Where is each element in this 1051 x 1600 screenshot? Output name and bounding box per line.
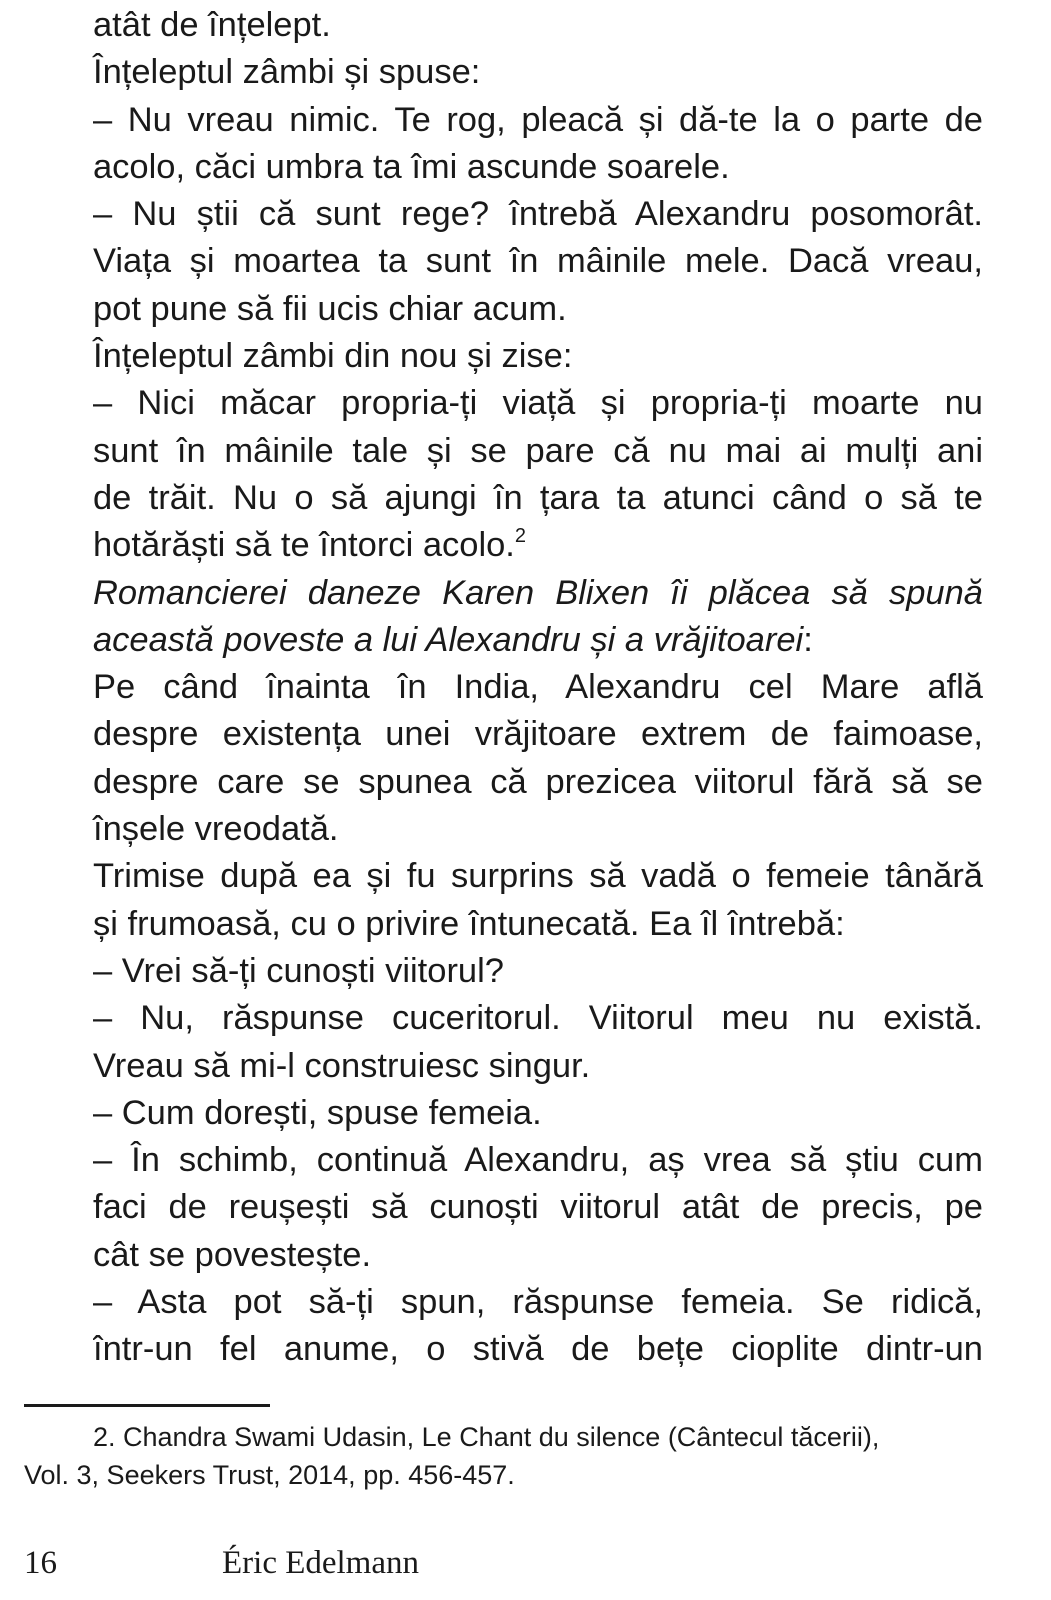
text-line: Înțeleptul zâmbi și spuse:: [93, 53, 481, 92]
footnote-line: 2. Chandra Swami Udasin, Le Chant du silence (Cântecul tăcerii),: [93, 1422, 880, 1452]
text-line: – În schimb, continuă Alexandru, aș vrea să știu cum: [93, 1141, 983, 1180]
footnote-line: Vol. 3, Seekers Trust, 2014, pp. 456-457.: [24, 1460, 515, 1490]
page-number: 16: [24, 1545, 57, 1581]
text-line: înșele vreodată.: [93, 810, 339, 849]
text-line: cât se povestește.: [93, 1235, 372, 1274]
text-line-italic-colon: [93, 617, 983, 664]
running-footer-author: Éric Edelmann: [222, 1545, 420, 1581]
footnote: [24, 1418, 988, 1494]
text-line: – Vrei să-ți cunoști viitorul?: [93, 951, 504, 990]
body-text: [93, 2, 983, 1374]
text-line: și frumoasă, cu o privire întunecată. Ea îl întrebă:: [93, 904, 845, 943]
text-line: Viața și moartea ta sunt în mâinile mele. Dacă vreau,: [93, 242, 983, 281]
text-line: – Nu, răspunse cuceritorul. Viitorul meu nu există.: [93, 999, 983, 1038]
text-line-italic: Romancierei daneze Karen Blixen îi plăcea să spună: [93, 573, 983, 612]
text-line: despre care se spunea că prezicea viitorul fără să se: [93, 762, 983, 801]
footnote-marker: 2: [514, 525, 527, 548]
text-line: Trimise după ea și fu surprins să vadă o femeie tânără: [93, 857, 983, 896]
text-line: Pe când înainta în India, Alexandru cel Mare află: [93, 668, 983, 707]
text-line-with-footnote: [93, 522, 983, 569]
text-line: despre existența unei vrăjitoare extrem de faimoase,: [93, 715, 983, 754]
text-line: de trăit. Nu o să ajungi în țara ta atunci când o să te: [93, 478, 983, 517]
text-line: – Asta pot să-ți spun, răspunse femeia. Se ridică,: [93, 1283, 983, 1322]
text-line: acolo, căci umbra ta îmi ascunde soarele.: [93, 147, 730, 186]
colon: :: [803, 620, 813, 659]
text-line: faci de reușești să cunoști viitorul atât de precis, pe: [93, 1188, 983, 1227]
text-line: – Nici măcar propria-ți viață și propria-ți moarte nu: [93, 384, 983, 423]
text-line-content: hotărăști să te întorci acolo.: [93, 526, 515, 565]
text-line: pot pune să fii ucis chiar acum.: [93, 289, 567, 328]
text-line: Vreau să mi-l construiesc singur.: [93, 1046, 591, 1085]
text-line: sunt în mâinile tale și se pare că nu mai ai mulți ani: [93, 431, 983, 470]
text-line: – Nu vreau nimic. Te rog, pleacă și dă-te la o parte de: [93, 100, 983, 139]
footnote-divider: [24, 1404, 270, 1407]
text-line: Înțeleptul zâmbi din nou și zise:: [93, 337, 573, 376]
text-line: – Cum dorești, spuse femeia.: [93, 1093, 542, 1132]
text-line: – Nu știi că sunt rege? întrebă Alexandru posomorât.: [93, 195, 983, 234]
text-line: într-un fel anume, o stivă de bețe cioplite dintr-un: [93, 1330, 983, 1369]
italic-text: această poveste a lui Alexandru și a vrăjitoarei: [93, 620, 804, 659]
text-line: atât de înțelept.: [93, 6, 331, 44]
